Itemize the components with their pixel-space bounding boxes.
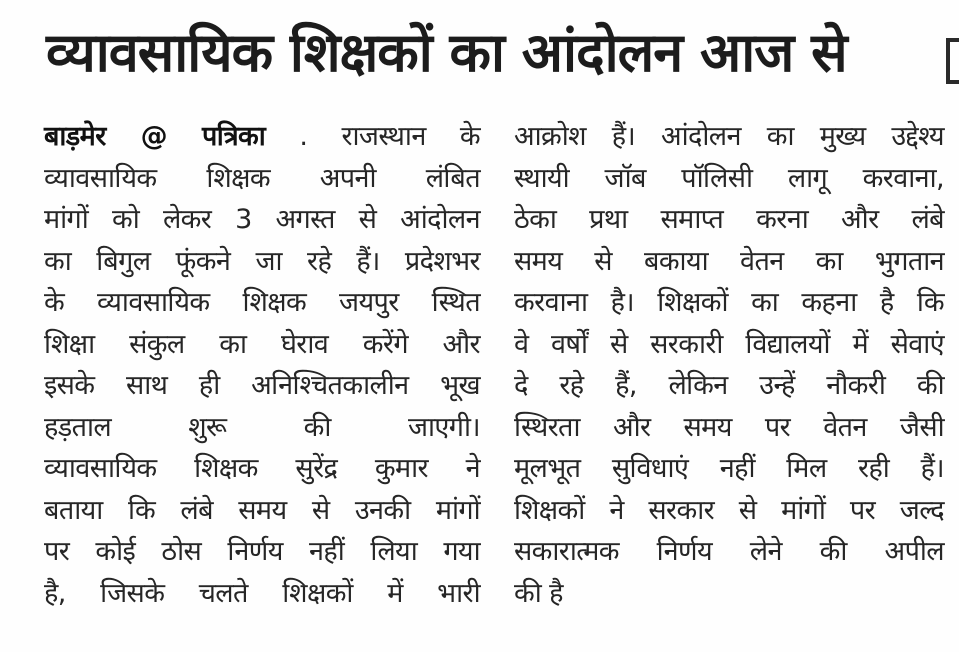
- article-line: करवाना है। शिक्षकों का कहना है कि: [514, 287, 944, 318]
- article-line: [44, 116, 480, 158]
- article-line: व्यावसायिक शिक्षक सुरेंद्र कुमार ने: [44, 453, 480, 484]
- article-line: पर कोई ठोस निर्णय नहीं लिया गया: [44, 536, 480, 567]
- article-dateline: बाड़मेर @ पत्रिका: [44, 121, 266, 152]
- article-headline: व्यावसायिक शिक्षकों का आंदोलन आज से: [46, 21, 847, 84]
- article-line: आक्रोश हैं। आंदोलन का मुख्य उद्देश्य: [514, 121, 944, 152]
- article-line: इसके साथ ही अनिश्चितकालीन भूख: [44, 370, 480, 401]
- article-line: स्थिरता और समय पर वेतन जैसी: [514, 411, 944, 443]
- article-line: वे वर्षों से सरकारी विद्यालयों में सेवाएं: [514, 328, 944, 360]
- article-line: मांगों को लेकर 3 अगस्त से आंदोलन: [44, 204, 480, 235]
- right-column: [514, 116, 944, 614]
- article-line: का बिगुल फूंकने जा रहे हैं। प्रदेशभर: [44, 245, 480, 277]
- article-line: शिक्षकों ने सरकार से मांगों पर जल्द: [514, 494, 944, 526]
- article-line: व्यावसायिक शिक्षक अपनी लंबित: [44, 162, 480, 194]
- article-line: समय से बकाया वेतन का भुगतान: [514, 245, 944, 277]
- article-line: शिक्षा संकुल का घेराव करेंगे और: [44, 328, 480, 360]
- article-line: दे रहे हैं, लेकिन उन्हें नौकरी की: [514, 370, 944, 401]
- article-line: हड़ताल शुरू की जाएगी।: [44, 411, 480, 443]
- article-line: ठेका प्रथा समाप्त करना और लंबे: [514, 204, 944, 235]
- article-line: स्थायी जॉब पॉलिसी लागू करवाना,: [514, 162, 944, 194]
- article-line: के व्यावसायिक शिक्षक जयपुर स्थित: [44, 287, 480, 318]
- article-line: बताया कि लंबे समय से उनकी मांगों: [44, 494, 480, 526]
- left-column: [44, 116, 480, 614]
- article-line: है, जिसके चलते शिक्षकों में भारी: [44, 577, 480, 609]
- article-line: सकारात्मक निर्णय लेने की अपील: [514, 536, 944, 567]
- article-line: की है: [514, 577, 563, 609]
- article-line: मूलभूत सुविधाएं नहीं मिल रही हैं।: [514, 453, 944, 484]
- article-line-text: . राजस्थान के: [299, 121, 480, 152]
- adjacent-article-edge: [946, 38, 959, 84]
